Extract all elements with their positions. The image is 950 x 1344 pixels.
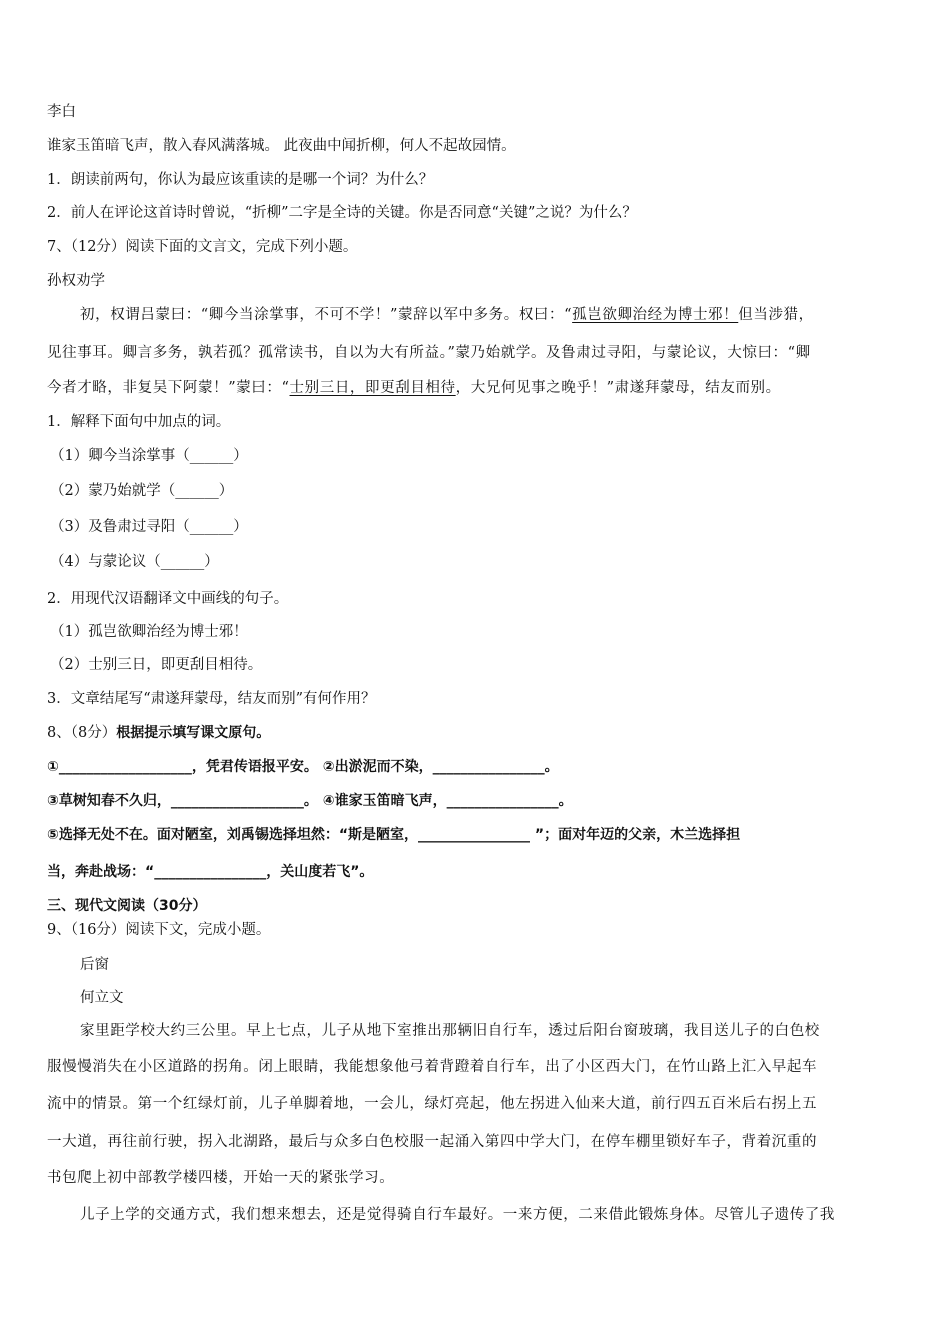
- poem-question-1: 1．朗读前两句，你认为最应该重读的是哪一个词？为什么？: [47, 172, 434, 188]
- q7-sub-2: 2．用现代汉语翻译文中画线的句子。: [47, 591, 289, 607]
- q7-sub-1-item-1: （1）卿今当涂掌事（______）: [50, 448, 248, 464]
- q9-paragraph-2-line-1: 儿子上学的交通方式，我们想来想去，还是觉得骑自行车最好。一来方便，二来借此锻炼身体。尽管儿子遗传了我: [80, 1207, 835, 1223]
- q7-passage-line-2: 见往事耳。卿言多务，孰若孤？孤常读书，自以为大有所益。”蒙乃始就学。及鲁肃过寻阳，与蒙论议，大惊曰：“卿: [47, 345, 811, 361]
- section-3-heading: 三、现代文阅读（30分）: [47, 898, 207, 914]
- q7-sub-2-item-1: （1）孤岂欲卿治经为博士邪！: [50, 624, 248, 640]
- q9-passage-title: 后窗: [80, 957, 109, 973]
- poem-text: 谁家玉笛暗飞声，散入春风满落城。 此夜曲中闻折柳，何人不起故园情。: [47, 138, 516, 154]
- q8-line-2: ③草树知春不久归，___________________。 ④谁家玉笛暗飞声，________________。: [47, 793, 573, 809]
- q7-underlined-sentence-1: 孤岂欲卿治经为博士邪！: [572, 307, 739, 323]
- poem-author: 李白: [47, 104, 76, 120]
- q9-heading: 9、（16分）阅读下文，完成小题。: [47, 922, 271, 938]
- q7-passage-text: ，大兄何见事之晚乎！”肃遂拜蒙母，结友而别。: [455, 380, 781, 396]
- q9-paragraph-1-line-2: 服慢慢消失在小区道路的拐角。闭上眼睛，我能想象他弓着背蹬着自行车，出了小区西大门，在竹山路上汇入早起车: [47, 1059, 818, 1075]
- q7-heading: 7、（12分）阅读下面的文言文，完成下列小题。: [47, 239, 358, 255]
- q9-passage-author: 何立文: [80, 990, 124, 1006]
- q8-line-1: ①___________________，凭君传语报平安。 ②出淤泥而不染，________________。: [47, 759, 559, 775]
- q8-heading-instruction: 根据提示填写课文原句。: [116, 725, 271, 741]
- q7-passage-text: 但当涉猎，: [738, 307, 814, 323]
- poem-question-2: 2．前人在评论这首诗时曾说，“折柳”二字是全诗的关键。你是否同意“关键”之说？为什么？: [47, 205, 637, 221]
- q7-passage-line-3: [47, 378, 781, 398]
- q7-sub-3: 3．文章结尾写“肃遂拜蒙母，结友而别”有何作用？: [47, 691, 376, 707]
- q7-sub-1: 1．解释下面句中加点的词。: [47, 414, 231, 430]
- q7-passage-line-1: [80, 305, 814, 325]
- q7-sub-1-item-3: （3）及鲁肃过寻阳（______）: [50, 519, 248, 535]
- q9-paragraph-1-line-3: 流中的情景。第一个红绿灯前，儿子单脚着地，一会儿，绿灯亮起，他左拐进入仙来大道，前行四五百米后右拐上五: [47, 1096, 818, 1112]
- q8-line-4: 当，奔赴战场：“________________，关山度若飞”。: [47, 864, 374, 880]
- q7-sub-1-item-4: （4）与蒙论议（______）: [50, 554, 219, 570]
- q7-underlined-sentence-2: 士别三日，即更刮目相待: [289, 380, 456, 396]
- q7-sub-2-item-2: （2）士别三日，即更刮目相待。: [50, 657, 263, 673]
- q7-passage-title: 孙权劝学: [47, 273, 105, 289]
- q7-passage-text: 初，权谓吕蒙曰：“卿今当涂掌事，不可不学！”蒙辞以军中多务。权曰：“: [80, 307, 573, 323]
- q8-heading: [47, 723, 270, 743]
- q9-paragraph-1-line-5: 书包爬上初中部教学楼四楼，开始一天的紧张学习。: [47, 1170, 395, 1186]
- q9-paragraph-1-line-4: 一大道，再往前行驶，拐入北湖路，最后与众多白色校服一起涌入第四中学大门，在停车棚里锁好车子，背着沉重的: [47, 1134, 818, 1150]
- q8-line-3: ⑤选择无处不在。面对陋室，刘禹锡选择坦然：“斯是陋室，________________ ”；面对年迈的父亲，木兰选择担: [47, 827, 741, 843]
- q8-heading-score: 8、（8分）: [47, 725, 117, 741]
- q9-paragraph-1-line-1: 家里距学校大约三公里。早上七点，儿子从地下室推出那辆旧自行车，透过后阳台窗玻璃，我目送儿子的白色校: [80, 1023, 820, 1039]
- q7-sub-1-item-2: （2）蒙乃始就学（______）: [50, 483, 234, 499]
- q7-passage-text: 今者才略，非复吴下阿蒙！”蒙曰：“: [47, 380, 290, 396]
